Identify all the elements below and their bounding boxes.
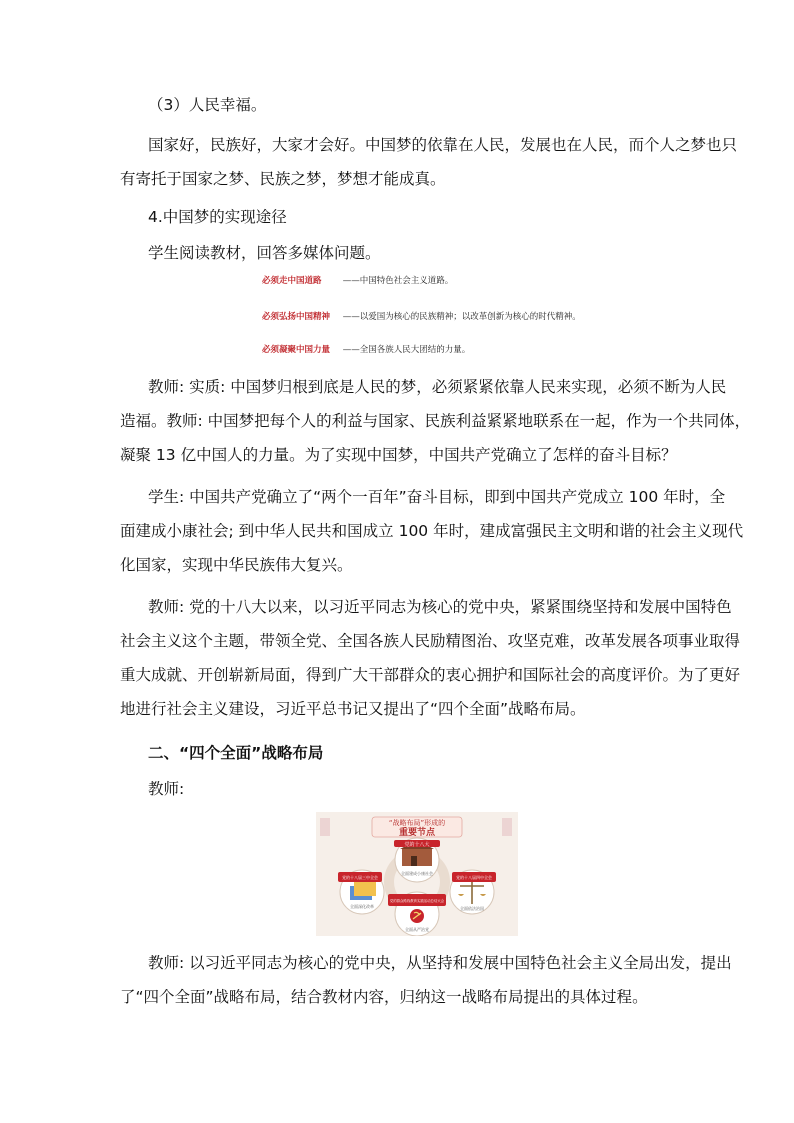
node-left-caption: 全面深化改革 <box>350 904 374 909</box>
text-line: 了“四个全面”战略布局，结合教材内容，归纳这一战略布局提出的具体过程。 <box>120 988 648 1006</box>
path-key: 必须走中国道路 <box>262 276 322 286</box>
section-heading-path <box>148 200 708 234</box>
figure-title-line1: “战略布局”形成的 <box>388 819 446 827</box>
text-line: 教师: <box>148 780 185 798</box>
figure-title-line2: 重要节点 <box>398 828 436 838</box>
text-line: 教师: 党的十八大以来，以习近平同志为核心的党中央，紧紧围绕坚持和发展中国特色 <box>148 598 732 616</box>
node-left-label: 党的十八届三中全会 <box>342 875 378 880</box>
text-line: 凝聚 13 亿中国人的力量。为了实现中国梦，中国共产党确立了怎样的奋斗目标？ <box>120 446 677 464</box>
paragraph-student-goals <box>120 480 744 582</box>
text-line: 教师: 以习近平同志为核心的党中央，从坚持和发展中国特色社会主义全局出发，提出 <box>148 954 732 972</box>
text-line: 化国家，实现中华民族伟大复兴。 <box>120 556 353 574</box>
text-line: 造福。教师: 中国梦把每个人的利益与国家、民族利益紧紧地联系在一起，作为一个共同体， <box>120 412 751 430</box>
path-key: 必须凝聚中国力量 <box>262 345 331 355</box>
text-line: 学生阅读教材，回答多媒体问题。 <box>148 244 381 262</box>
paragraph-nation-good <box>120 128 738 196</box>
paragraph-teacher-essence <box>120 370 751 472</box>
text-line: （3）人民幸福。 <box>148 96 267 114</box>
text-line: 重大成就、开创崭新局面，得到广大干部群众的衷心拥护和国际社会的高度评价。为了更好 <box>120 666 741 684</box>
paragraph-student-read <box>148 236 708 270</box>
node-bottom-caption: 全面从严治党 <box>405 927 429 932</box>
text-line: 有寄托于国家之梦、民族之梦，梦想才能成真。 <box>120 170 446 188</box>
text-line: 二、“四个全面”战略布局 <box>148 744 324 762</box>
figure-graphic <box>316 812 518 936</box>
path-value: ——全国各族人民大团结的力量。 <box>342 345 471 355</box>
path-value: ——中国特色社会主义道路。 <box>342 276 454 286</box>
text-line: 社会主义这个主题，带领全党、全国各族人民励精图治、攻坚克难，改革发展各项事业取得 <box>120 632 741 650</box>
paragraph-teacher-summary <box>120 946 732 1014</box>
text-line: 国家好，民族好，大家才会好。中国梦的依靠在人民，发展也在人民，而个人之梦也只 <box>148 136 738 154</box>
text-line: 地进行社会主义建设，习近平总书记又提出了“四个全面”战略布局。 <box>120 700 586 718</box>
path-key: 必须弘扬中国精神 <box>262 312 331 322</box>
path-value: ——以爱国为核心的民族精神；以改革创新为核心的时代精神。 <box>342 312 581 322</box>
node-bottom-label: 党的群众路线教育实践活动总结大会 <box>389 899 445 903</box>
paragraph-people-happiness <box>148 88 708 122</box>
text-line: 面建成小康社会; 到中华人民共和国成立 100 年时，建成富强民主文明和谐的社会主义现代 <box>120 522 744 540</box>
section-heading-four-comprehensives <box>148 736 708 770</box>
text-line: 4.中国梦的实现途径 <box>148 208 287 226</box>
path-row <box>262 274 453 292</box>
path-row <box>262 343 470 361</box>
node-top-caption: 全面建成小康社会 <box>401 871 433 876</box>
text-line: 学生: 中国共产党确立了“两个一百年”奋斗目标，即到中国共产党成立 100 年时，全 <box>148 488 726 506</box>
node-right-label: 党的十八届四中全会 <box>456 875 492 880</box>
node-top-label: 党的十八大 <box>404 842 430 848</box>
node-right-caption: 全面依法治国 <box>460 906 484 911</box>
strategic-layout-figure <box>316 812 518 936</box>
paragraph-teacher-label <box>148 772 708 806</box>
text-line: 教师: 实质: 中国梦归根到底是人民的梦，必须紧紧依靠人民来实现，必须不断为人民 <box>148 378 727 396</box>
paragraph-teacher-18th-congress <box>120 590 741 726</box>
path-row <box>262 310 581 328</box>
